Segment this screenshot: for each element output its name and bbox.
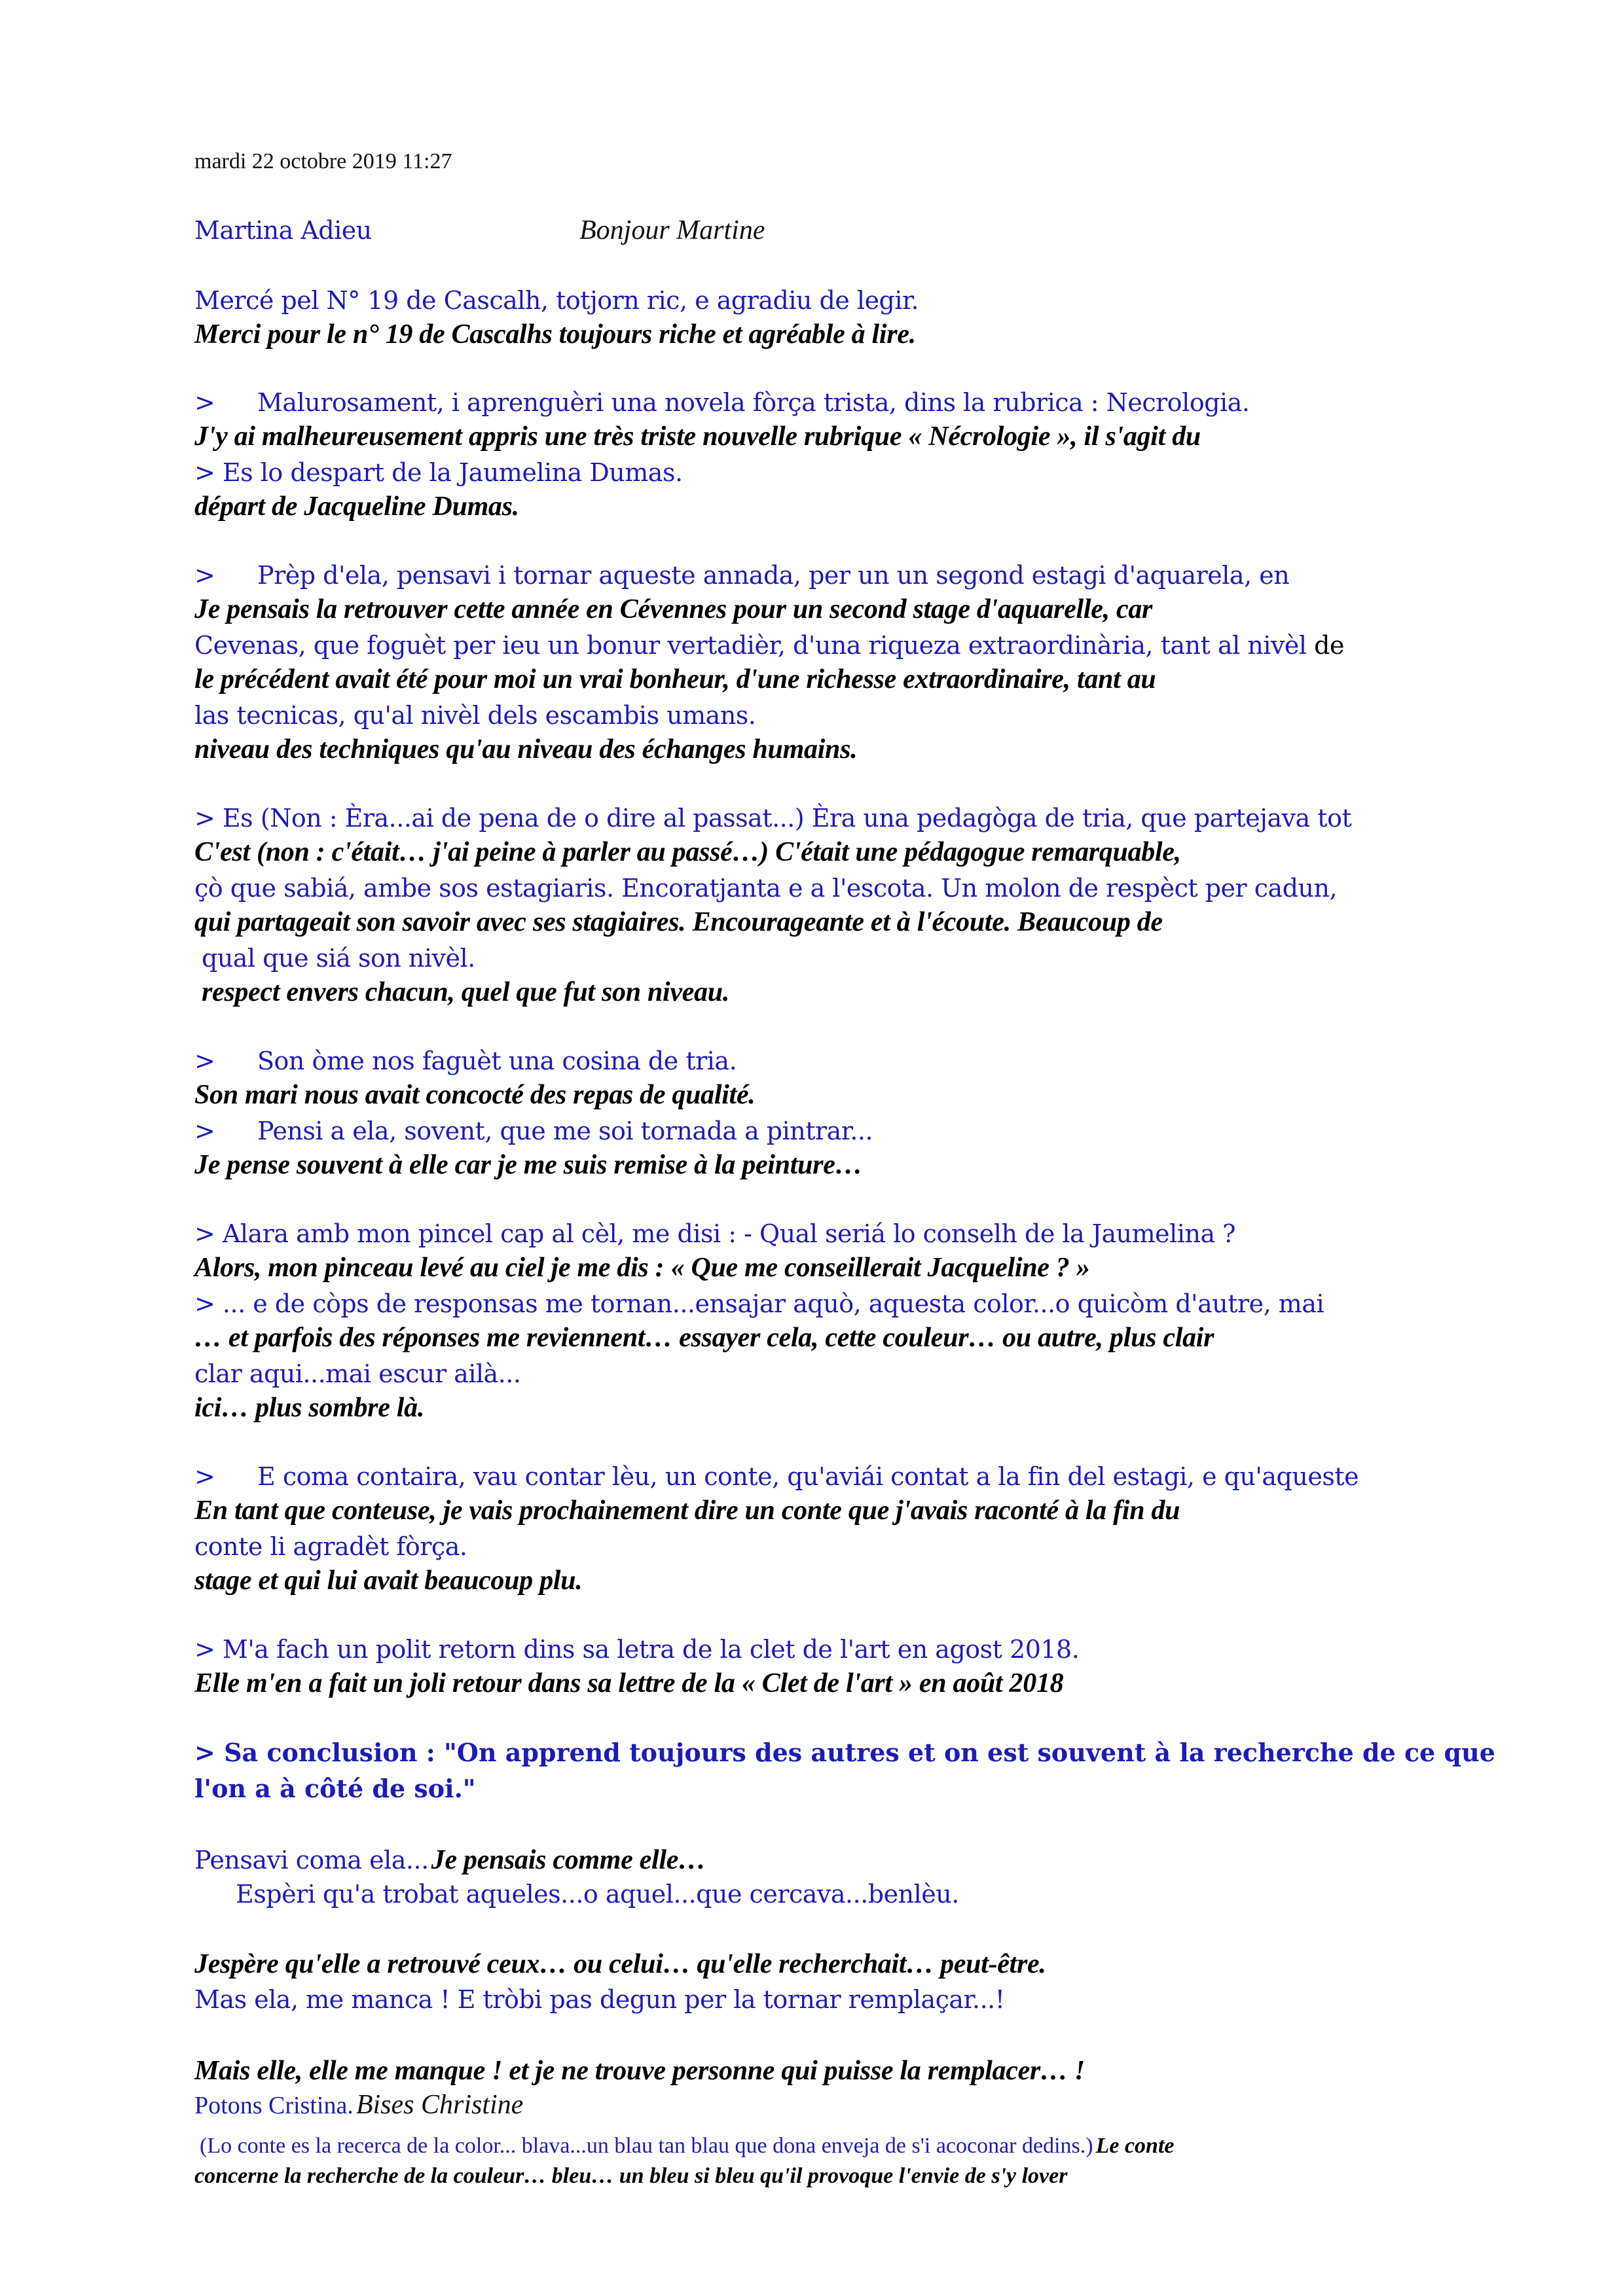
quote-marker: >	[194, 1462, 215, 1491]
line-french: départ de Jacqueline Dumas.	[194, 492, 519, 522]
signature-occitan: Potons Cristina.	[194, 2092, 354, 2119]
line-occitan	[194, 561, 1289, 590]
footnote-french-cont: concerne la recherche de la couleur… bleu… un bleu si bleu qu'il provoque l'envie de s'y lover	[194, 2164, 1068, 2188]
footnote-french: Le conte	[1095, 2134, 1175, 2158]
footnote	[200, 2134, 1175, 2159]
line-occitan: > Es (Non : Èra...ai de pena de o dire al passat...) Èra una pedagòga de tria, que partejava tot	[194, 804, 1352, 833]
line-occitan: Mercé pel N° 19 de Cascalh, totjorn ric, e agradiu de legir.	[194, 286, 919, 315]
line-french: En tant que conteuse, je vais prochainement dire un conte que j'avais raconté à la fin du	[194, 1496, 1180, 1526]
signature-french: Bises Christine	[356, 2090, 524, 2120]
line-occitan	[194, 1462, 1359, 1491]
line-text: Son òme nos faguèt una cosina de tria.	[257, 1047, 737, 1075]
line-text: Cevenas, que foguèt per ieu un bonur vertadièr, d'una riqueza extraordinària, tant al nivèl	[194, 631, 1307, 660]
footnote-occitan: (Lo conte es la recerca de la color... blava...un blau tan blau que dona enveja de s'i acoconar dedins.)	[200, 2134, 1093, 2158]
line-french: ici… plus sombre là.	[194, 1393, 425, 1423]
line-occitan: clar aqui...mai escur ailà...	[194, 1359, 521, 1388]
line-french: … et parfois des réponses me reviennent… essayer cela, cette couleur… ou autre, plus clair	[194, 1323, 1214, 1353]
line-french: Je pense souvent à elle car je me suis remise à la peinture…	[194, 1150, 863, 1180]
line-french: Je pensais la retrouver cette année en Cévennes pour un second stage d'aquarelle, car	[194, 594, 1153, 624]
line-occitan: conte li agradèt fòrça.	[194, 1532, 467, 1561]
line-occitan: Mas ela, me manca ! E tròbi pas degun per la tornar remplaçar...!	[194, 1985, 1005, 2014]
quote-marker: >	[194, 388, 215, 417]
line-occitan: las tecnicas, qu'al nivèl dels escambis umans.	[194, 701, 756, 730]
email-datetime: mardi 22 octobre 2019 11:27	[194, 149, 452, 173]
greeting: Bonjour Martine	[579, 215, 765, 245]
line-occitan: qual que siá son nivèl.	[202, 944, 475, 973]
line-french: Je pensais comme elle…	[431, 1845, 706, 1875]
conclusion-quote: > Sa conclusion : "On apprend toujours des autres et on est souvent à la recherche de ce que	[194, 1738, 1495, 1767]
signature	[194, 2089, 523, 2121]
line-french: Elle m'en a fait un joli retour dans sa lettre de la « Clet de l'art » en août 2018	[194, 1668, 1064, 1698]
line-occitan: > M'a fach un polit retorn dins sa letra de la clet de l'art en agost 2018.	[194, 1635, 1080, 1664]
conclusion-quote-cont: l'on a à côté de soi."	[194, 1774, 476, 1803]
line-text: Prèp d'ela, pensavi i tornar aqueste annada, per un un segond estagi d'aquarela, en	[257, 561, 1290, 590]
line-occitan: > Es lo despart de la Jaumelina Dumas.	[194, 458, 683, 487]
line-occitan: > ... e de còps de responsas me tornan...ensajar aquò, aquesta color...o quicòm d'autre, mai	[194, 1289, 1324, 1318]
line-french: C'est (non : c'était… j'ai peine à parler au passé…) C'était une pédagogue remarquable,	[194, 837, 1181, 867]
line-french: Mais elle, elle me manque ! et je ne trouve personne qui puisse la remplacer… !	[194, 2056, 1085, 2086]
line-occitan: > Alara amb mon pincel cap al cèl, me disi : - Qual seriá lo conselh de la Jaumelina ?	[194, 1219, 1236, 1248]
line-french: Jespère qu'elle a retrouvé ceux… ou celui… qu'elle recherchait… peut-être.	[194, 1949, 1046, 1979]
recipient-name: Martina Adieu	[194, 216, 372, 245]
line-occitan: Pensavi coma ela...	[194, 1846, 429, 1874]
line-occitan	[194, 1047, 737, 1075]
line-occitan	[194, 388, 1249, 417]
line-french: qui partageait son savoir avec ses stagiaires. Encourageante et à l'écoute. Beaucoup de	[194, 907, 1163, 937]
line-text: E coma contaira, vau contar lèu, un conte, qu'aviái contat a la fin del estagi, e qu'aqueste	[257, 1462, 1359, 1491]
line-french: J'y ai malheureusement appris une très triste nouvelle rubrique « Nécrologie », il s'agit du	[194, 422, 1201, 452]
line-mixed	[194, 1844, 706, 1876]
line-french: niveau des techniques qu'au niveau des échanges humains.	[194, 734, 858, 764]
line-text: Malurosament, i aprenguèri una novela fòrça trista, dins la rubrica : Necrologia.	[257, 388, 1250, 417]
line-occitan	[194, 631, 1344, 660]
quote-marker: >	[194, 561, 215, 590]
line-occitan: çò que sabiá, ambe sos estagiaris. Encoratjanta e a l'escota. Un molon de respèct per cadun,	[194, 874, 1338, 903]
line-french: le précédent avait été pour moi un vrai bonheur, d'une richesse extraordinaire, tant au	[194, 664, 1156, 694]
line-french: Alors, mon pinceau levé au ciel je me dis : « Que me conseillerait Jacqueline ? »	[194, 1253, 1090, 1283]
quote-marker: >	[194, 1047, 215, 1075]
line-occitan	[194, 1117, 873, 1145]
line-french: Son mari nous avait concocté des repas de qualité.	[194, 1080, 756, 1110]
line-occitan: Espèri qu'a trobat aqueles...o aquel...que cercava...benlèu.	[236, 1880, 959, 1909]
line-french: stage et qui lui avait beaucoup plu.	[194, 1566, 583, 1596]
line-text: Pensi a ela, sovent, que me soi tornada a pintrar...	[257, 1117, 873, 1145]
quote-marker: >	[194, 1117, 215, 1145]
line-french: Merci pour le n° 19 de Cascalhs toujours riche et agréable à lire.	[194, 319, 916, 350]
line-text-tail: de	[1314, 631, 1344, 660]
line-french: respect envers chacun, quel que fut son niveau.	[202, 977, 730, 1007]
